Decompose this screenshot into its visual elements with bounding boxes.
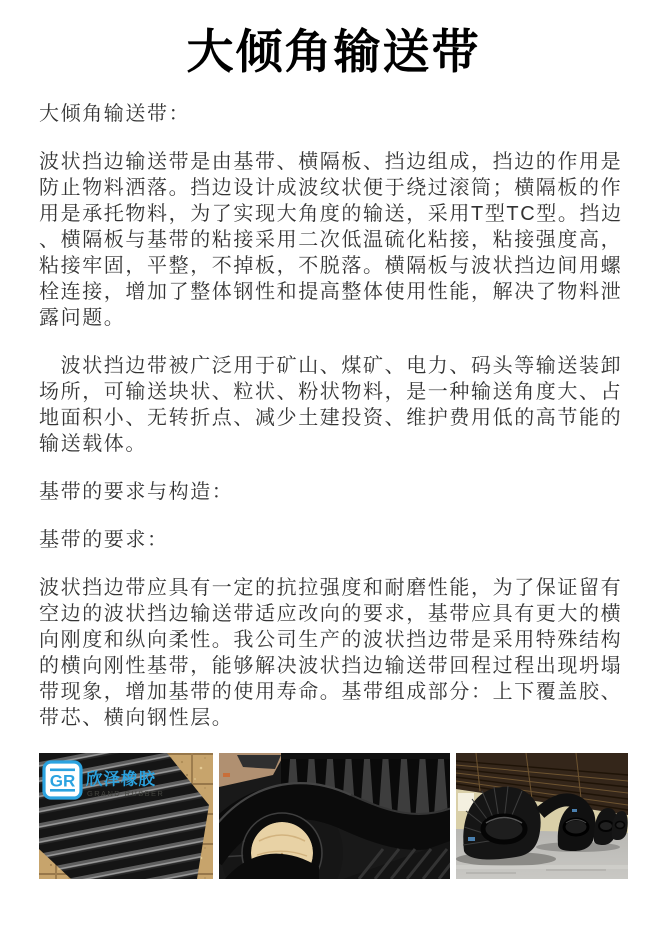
logo-monogram: GR (49, 771, 76, 791)
product-photo-factory-row (456, 753, 628, 879)
product-photo-row (39, 753, 628, 879)
heading-base-belt-requirements-structure: 基带的要求与构造： (39, 481, 234, 503)
paragraph-lead-label: 大倾角输送带： (39, 103, 191, 125)
product-photo-folded-belt (219, 753, 450, 879)
folded-belt-photo (219, 753, 450, 879)
paragraph-base-belt-details: 波状挡边带应具有一定的抗拉强度和耐磨性能，为了保证留有空边的波状挡边输送带适应改向的要求，基带应具有更大的横向刚度和纵向柔性。我公司生产的波状挡边带是采用特殊结构的横向刚性基带，能够解决波状挡边输送带回程过程出现坍塌带现象，增加基带的使用寿命。基带组成部分：上下覆盖胶、带芯、横向钢性层。 (39, 577, 623, 729)
heading-base-belt-requirements: 基带的要求： (39, 529, 169, 551)
page-title: 大倾角输送带 (186, 25, 481, 78)
paragraph-belt-composition: 波状挡边输送带是由基带、横隔板、挡边组成，挡边的作用是防止物料洒落。挡边设计成波纹状便于绕过滚筒；横隔板的作用是承托物料，为了实现大角度的输送，采用T型TC型。挡边、横隔板与基带的粘接采用二次低温硫化粘接，粘接强度高，粘接牢固，平整，不掉板，不脱落。横隔板与波状挡边间用螺栓连接，增加了整体钢性和提高整体使用性能，解决了物料泄露问题。 (39, 151, 623, 329)
factory-belts-photo (456, 753, 628, 879)
logo-name-en: GRAND RUBBER (87, 789, 165, 798)
paragraph-belt-applications: 波状挡边带被广泛用于矿山、煤矿、电力、码头等输送装卸场所，可输送块状、粒状、粉状物料，是一种输送角度大、占地面积小、无转折点、减少土建投资、维护费用低的高节能的输送载体。 (39, 355, 623, 455)
logo-name-cn: 欣泽橡胶 (86, 770, 156, 789)
sidewall-belt-photo (39, 753, 213, 879)
product-photo-sidewall-belt (39, 753, 213, 879)
